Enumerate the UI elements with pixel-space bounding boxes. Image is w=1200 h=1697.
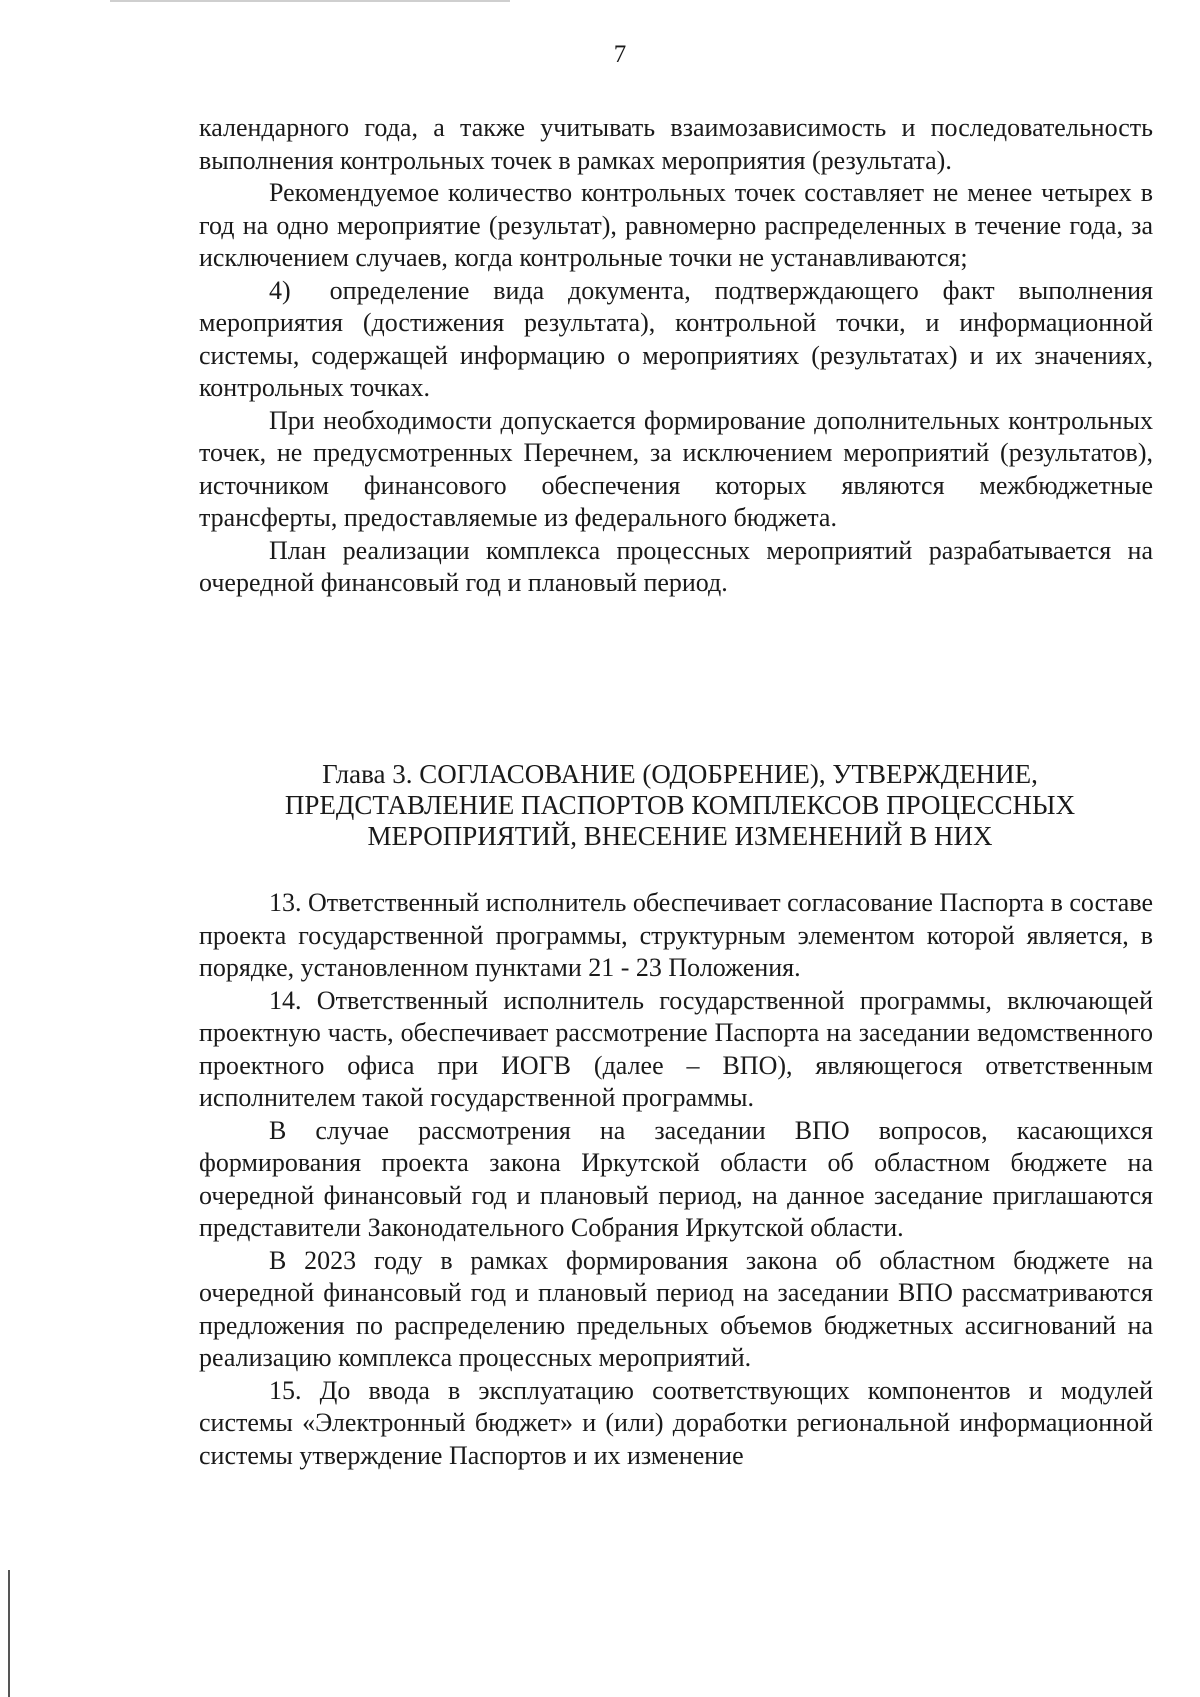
- paragraph-item-15: 15. До ввода в эксплуатацию соответствующих компонентов и модулей системы «Электронный бюджет» и (или) доработки региональной информационной системы утверждение Паспортов и их изменение: [199, 1375, 1153, 1470]
- paragraph: Рекомендуемое количество контрольных точек составляет не менее четырех в год на одно мероприятие (результат), равномерно распределенных в течение года, за исключением случаев, когда контрольные точки не устанавливаются;: [199, 178, 1153, 272]
- paragraph: В случае рассмотрения на заседании ВПО вопросов, касающихся формирования проекта закона Иркутской области об областном бюджете на очередной финансовый год и плановый период, на данное заседание приглашаются представители Законодательного Собрания Иркутской области.: [199, 1115, 1153, 1242]
- paragraph: При необходимости допускается формирование дополнительных контрольных точек, не предусмотренных Перечнем, за исключением мероприятий (результатов), источником финансового обеспечения которых являются межбюджетные трансферты, предоставляемые из федерального бюджета.: [199, 405, 1153, 532]
- paragraph-item-4: 4) определение вида документа, подтверждающего факт выполнения мероприятия (достижения результата), контрольной точки, и информационной системы, содержащей информацию о мероприятиях (результатах) и их значениях, контрольных точках.: [199, 275, 1153, 402]
- scan-margin-line: [8, 1570, 10, 1697]
- paragraph: календарного года, а также учитывать взаимозависимость и последовательность выполнения контрольных точек в рамках мероприятия (результата).: [199, 113, 1153, 175]
- chapter-heading-line: МЕРОПРИЯТИЙ, ВНЕСЕНИЕ ИЗМЕНЕНИЙ В НИХ: [367, 821, 993, 851]
- chapter-heading-line: Глава 3. СОГЛАСОВАНИЕ (ОДОБРЕНИЕ), УТВЕРЖДЕНИЕ,: [322, 759, 1038, 789]
- top-text-block: [199, 112, 1153, 600]
- paragraph: План реализации комплекса процессных мероприятий разрабатывается на очередной финансовый год и плановый период.: [199, 535, 1153, 597]
- chapter-heading-line: ПРЕДСТАВЛЕНИЕ ПАСПОРТОВ КОМПЛЕКСОВ ПРОЦЕССНЫХ: [284, 790, 1076, 820]
- chapter-heading: [240, 759, 1120, 852]
- page-number: 7: [613, 41, 627, 68]
- scan-artifact: [110, 0, 510, 2]
- paragraph-item-14: 14. Ответственный исполнитель государственной программы, включающей проектную часть, обеспечивает рассмотрение Паспорта на заседании ведомственного проектного офиса при ИОГВ (далее – ВПО), являющегося ответственным исполнителем такой государственной программы.: [199, 985, 1153, 1112]
- paragraph-item-13: 13. Ответственный исполнитель обеспечивает согласование Паспорта в составе проекта государственной программы, структурным элементом которой является, в порядке, установленном пунктами 21 - 23 Положения.: [199, 888, 1153, 982]
- bottom-text-block: [199, 887, 1153, 1472]
- paragraph: В 2023 году в рамках формирования закона об областном бюджете на очередной финансовый год и плановый период на заседании ВПО рассматриваются предложения по распределению предельных объемов бюджетных ассигнований на реализацию комплекса процессных мероприятий.: [199, 1245, 1153, 1372]
